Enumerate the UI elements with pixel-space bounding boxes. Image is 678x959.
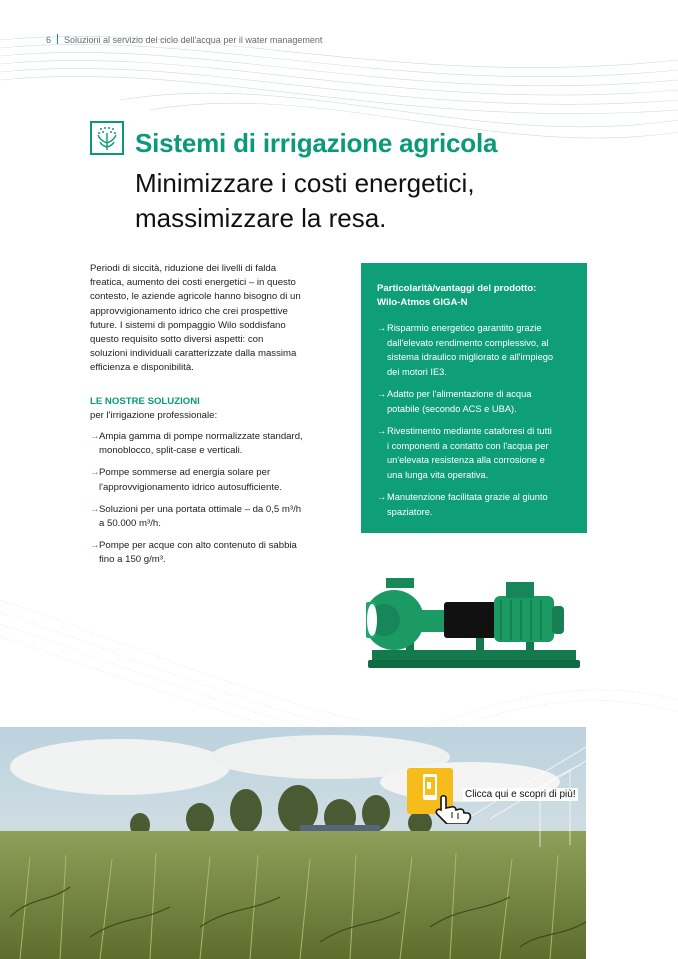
intro-paragraph [90, 262, 335, 376]
solutions-heading: LE NOSTRE SOLUZIONI [90, 396, 200, 407]
arrow-right-icon: → [377, 389, 387, 399]
solutions-subheading: per l'irrigazione professionale: [90, 410, 218, 421]
feature-line: Adatto per l'alimentazione di acqua [387, 389, 532, 399]
subtitle-line: Minimizzare i costi energetici, [135, 168, 475, 198]
solution-item [90, 503, 340, 531]
solution-line: Ampia gamma di pompe normalizzate standard, [99, 431, 303, 442]
feature-line: dall'elevato rendimento complessivo, al [387, 337, 549, 348]
arrow-right-icon: → [377, 492, 387, 502]
feature-line: Rivestimento mediante cataforesi di tutti [387, 426, 552, 436]
arrow-right-icon: → [90, 540, 100, 552]
product-box-title-line: Particolarità/vantaggi del prodotto: [377, 283, 537, 294]
intro-line: future. I sistemi di pompaggio Wilo soddisfano [90, 319, 286, 331]
solution-line: Soluzioni per una portata ottimale – da 0,5 m³/h [99, 503, 302, 515]
feature-line: un'elevata resistenza alla corrosione e [387, 455, 545, 465]
learn-more-link[interactable] [407, 768, 577, 822]
product-feature-item [377, 424, 573, 482]
page-number: 6 [46, 35, 52, 45]
pump-image [366, 570, 582, 680]
feature-line: dei motori IE3. [387, 366, 447, 377]
solution-line: Pompe per acque con alto contenuto di sabbia [99, 540, 297, 552]
irrigation-sprinkler-icon [90, 121, 124, 155]
running-header [46, 34, 322, 45]
intro-line: efficienza e disponibilità. [90, 362, 194, 374]
learn-more-label[interactable]: Clicca qui e scopri di più! [465, 789, 576, 800]
solution-line: a 50.000 m³/h. [99, 518, 161, 530]
intro-line: contesto, le aziende agricole hanno bisogno di un [90, 291, 301, 303]
solution-line: Pompe sommerse ad energia solare per [99, 467, 271, 479]
feature-line: spaziatore. [387, 506, 433, 517]
product-feature-item [377, 387, 573, 416]
intro-line: Periodi di siccità, riduzione dei livelli di falda [90, 263, 277, 274]
intro-line: questo requisito sotto diversi aspetti: con [90, 334, 264, 346]
intro-line: approvvigionamento idrico che crei prospettive [90, 305, 288, 317]
solution-line: l'approvvigionamento idrico autosufficiente. [99, 481, 282, 493]
subtitle-line: massimizzare la resa. [135, 203, 387, 233]
cornfield-photo [0, 727, 586, 959]
product-feature-item [377, 490, 573, 519]
solutions-list [90, 430, 340, 576]
solution-item [90, 430, 340, 458]
page-subtitle [135, 166, 475, 236]
product-features-box [361, 263, 587, 533]
feature-line: i componenti a contatto con l'acqua per [387, 440, 549, 451]
intro-line: soluzioni individuali caratterizzate dalla massima [90, 348, 297, 360]
feature-line: sistema idraulico migliorato e all'impiego [387, 352, 554, 362]
product-name: Wilo-Atmos GIGA-N [377, 296, 468, 308]
solution-item [90, 466, 340, 494]
feature-line: Risparmio energetico garantito grazie [387, 323, 542, 333]
feature-line: potabile (secondo ACS e UBA). [387, 403, 517, 414]
page-title: Sistemi di irrigazione agricola [135, 128, 498, 158]
feature-line: Manutenzione facilitata grazie al giunto [387, 492, 548, 502]
arrow-right-icon: → [377, 323, 387, 333]
arrow-right-icon: → [377, 426, 387, 436]
product-box-title [377, 282, 573, 309]
product-feature-item [377, 321, 573, 379]
header-divider [57, 34, 58, 44]
intro-line: freatica, aumento dei costi energetici – in questo [90, 277, 296, 289]
arrow-right-icon: → [90, 503, 100, 515]
product-features-list [377, 321, 573, 519]
solution-item [90, 539, 340, 567]
feature-line: una lunga vita operativa. [387, 469, 489, 480]
solution-line: fino a 150 g/m³. [99, 554, 166, 566]
running-title: Soluzioni al servizio del ciclo dell'acqua per il water management [64, 35, 323, 45]
arrow-right-icon: → [90, 431, 100, 442]
arrow-right-icon: → [90, 467, 100, 479]
solution-line: monoblocco, split-case e verticali. [99, 445, 243, 457]
